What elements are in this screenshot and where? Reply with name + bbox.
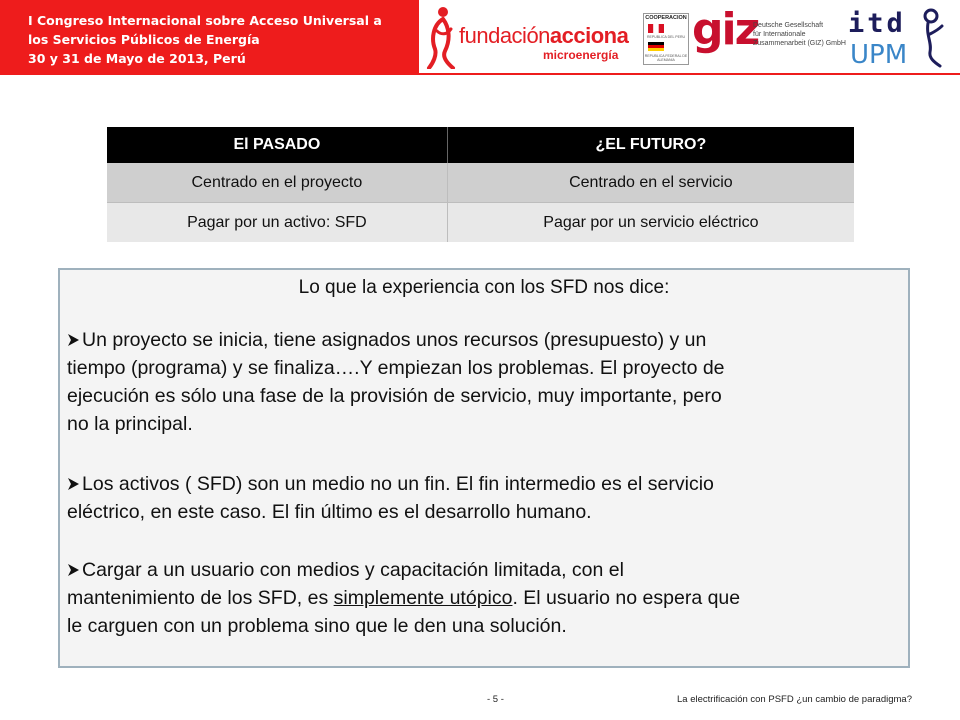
arrow-bullet-icon <box>67 556 81 584</box>
comparison-table <box>107 127 854 242</box>
header-divider <box>0 73 960 75</box>
peru-flag-icon <box>648 24 664 33</box>
giz-logo: giz <box>692 4 759 55</box>
giz-line-1: Deutsche Gesellschaft <box>753 22 824 29</box>
page-number: - 5 - <box>487 694 504 705</box>
bullet-3-line-2 <box>67 584 903 612</box>
upm-wordmark: UPM <box>850 40 908 70</box>
bullet-2-line-2: eléctrico, en este caso. El fin último es el desarrollo humano. <box>67 501 592 523</box>
table-row <box>107 203 854 243</box>
list-item <box>67 326 903 354</box>
conference-banner <box>0 0 419 73</box>
peru-label: REPUBLICA DEL PERU <box>647 35 685 39</box>
conference-title-line-1: I Congreso Internacional sobre Acceso Universal a <box>28 13 382 28</box>
experience-box <box>58 268 910 668</box>
arrow-bullet-icon <box>67 470 81 498</box>
conference-date-line: 30 y 31 de Mayo de 2013, Perú <box>28 51 246 66</box>
bullet-1-line-2: tiempo (programa) y se finaliza….Y empiezan los problemas. El proyecto de <box>67 357 725 379</box>
giz-description <box>753 21 846 48</box>
bullet-paragraph-3 <box>67 556 903 640</box>
header-past: El PASADO <box>107 127 447 163</box>
cooperacion-label: COOPERACION <box>645 15 687 21</box>
box-title: Lo que la experiencia con los SFD nos dice: <box>298 277 670 298</box>
bullet-3-text-before: mantenimiento de los SFD, es <box>67 587 334 609</box>
microenergia-label: microenergía <box>543 48 619 62</box>
arrow-bullet-icon <box>67 326 81 354</box>
bullet-paragraph-2 <box>67 470 903 526</box>
underlined-emphasis: simplemente utópico <box>333 587 513 609</box>
table-header-row <box>107 127 854 163</box>
giz-line-3: Zusammenarbeit (GIZ) GmbH <box>753 40 846 47</box>
cooperacion-badge <box>643 13 689 65</box>
bullet-1-line-3: ejecución es sólo una fase de la provisión de servicio, muy importante, pero <box>67 385 722 407</box>
table-cell: Centrado en el proyecto <box>107 163 447 203</box>
alemania-label: REPUBLICA FEDERAL DE ALEMANIA <box>644 54 688 62</box>
bullet-paragraph-1 <box>67 326 903 438</box>
header-future: ¿EL FUTURO? <box>447 127 854 163</box>
giz-line-2: für Internationale <box>753 31 806 38</box>
bullet-2-line-1: Los activos ( SFD) son un medio no un fin. El fin intermedio es el servicio <box>82 473 714 495</box>
table-cell: Centrado en el servicio <box>447 163 854 203</box>
germany-flag-icon <box>648 42 664 51</box>
acciona-figure-icon <box>425 5 459 69</box>
list-item <box>67 470 903 498</box>
itd-wordmark: itd <box>848 8 906 39</box>
bullet-1-line-4: no la principal. <box>67 413 193 435</box>
table-cell: Pagar por un servicio eléctrico <box>447 203 854 243</box>
footer-title: La electrificación con PSFD ¿un cambio de paradigma? <box>677 694 912 705</box>
bullet-3-line-3: le carguen con un problema sino que le den una solución. <box>67 615 567 637</box>
bullet-1-line-1: Un proyecto se inicia, tiene asignados unos recursos (presupuesto) y un <box>82 329 707 351</box>
person-figure-icon <box>918 8 944 68</box>
table-row <box>107 163 854 203</box>
conference-title-line-2: los Servicios Públicos de Energía <box>28 32 260 47</box>
fundacion-acciona-wordmark: fundaciónacciona <box>459 23 629 48</box>
list-item <box>67 556 903 584</box>
bullet-3-line-1: Cargar a un usuario con medios y capacitación limitada, con el <box>82 559 624 581</box>
table-cell: Pagar por un activo: SFD <box>107 203 447 243</box>
itd-upm-logo <box>848 8 943 70</box>
bullet-3-text-after: . El usuario no espera que <box>512 587 741 609</box>
fundacion-acciona-logo <box>425 4 630 70</box>
